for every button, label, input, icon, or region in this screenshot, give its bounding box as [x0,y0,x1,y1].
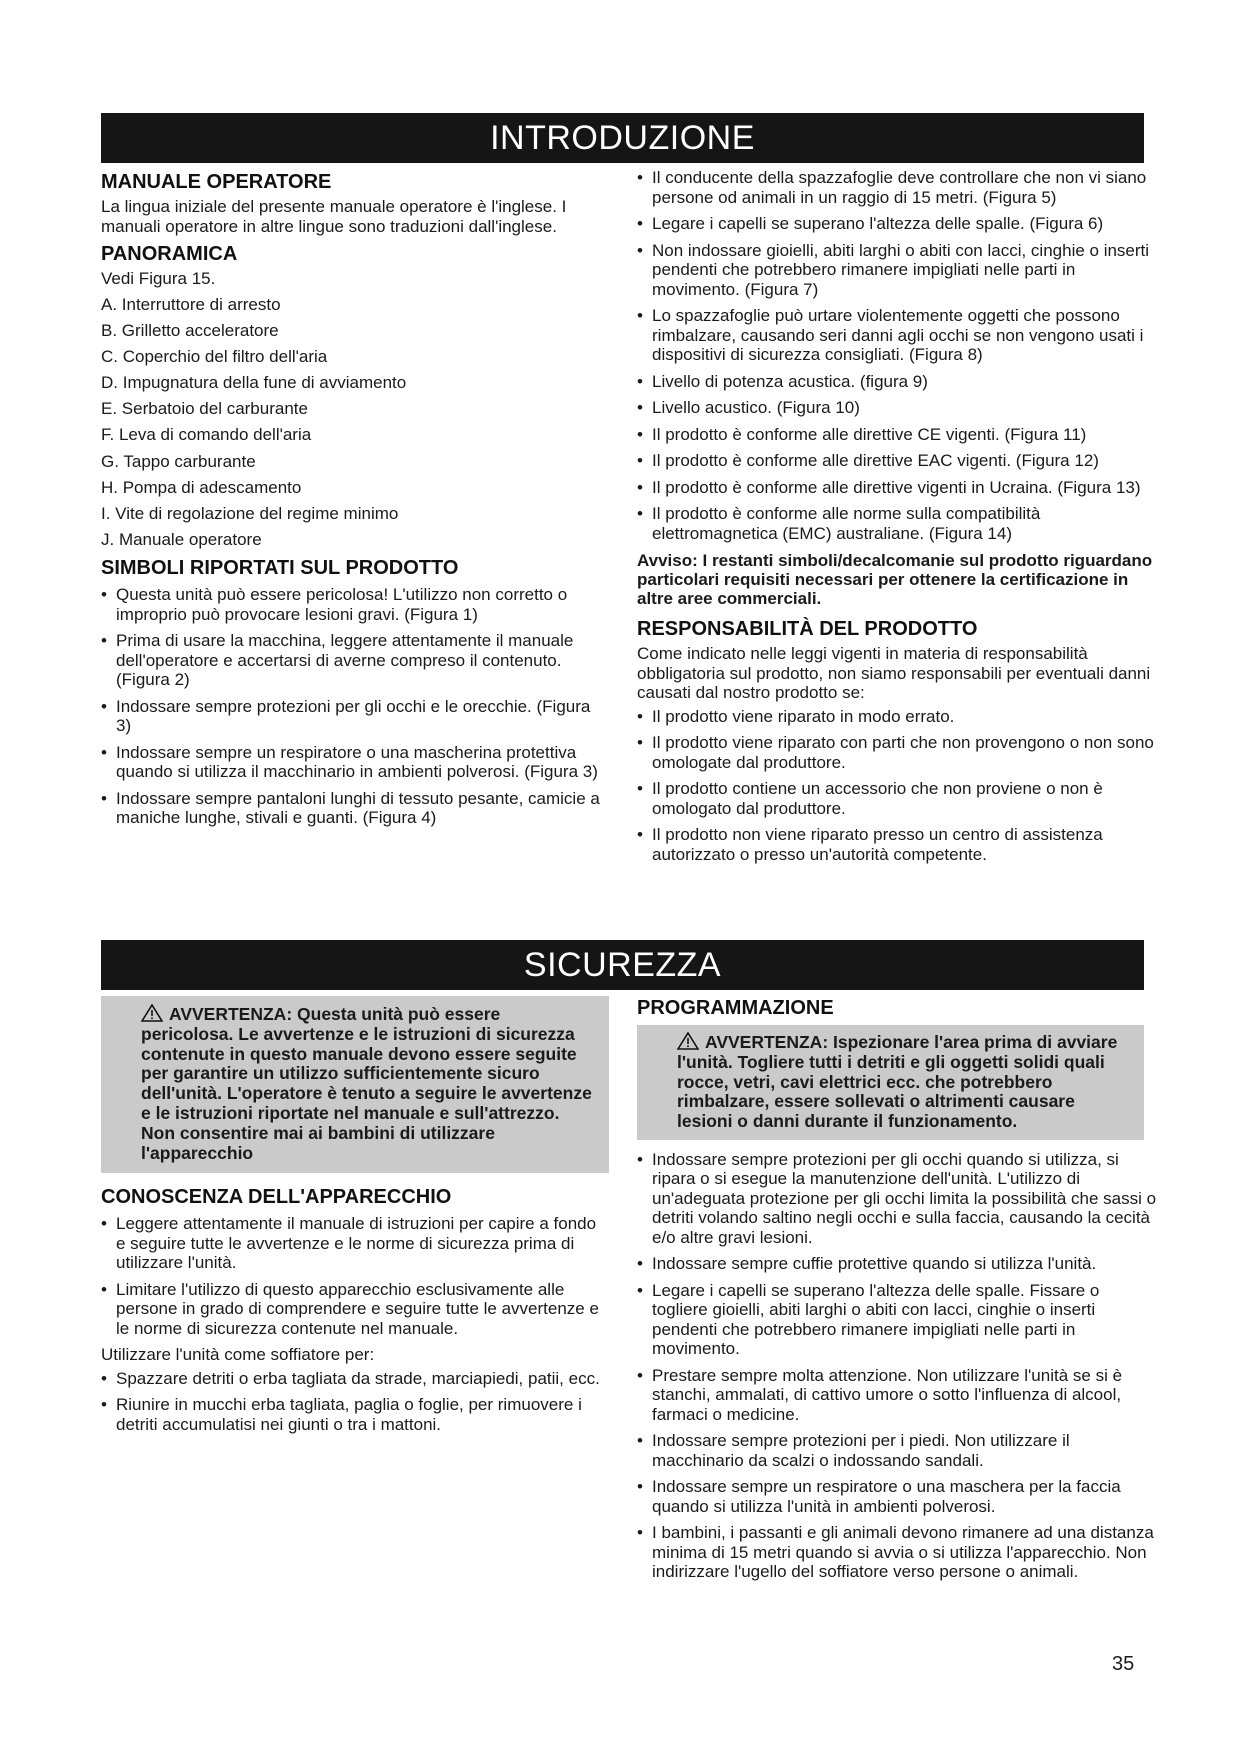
list-item: • Il prodotto contiene un accessorio che non proviene o non è omologato dal produttore. [637,779,1157,818]
list-item: • Il prodotto è conforme alle norme sulla compatibilità elettromagnetica (EMC) australiane. (Figura 14) [637,504,1157,543]
list-item: • Livello acustico. (Figura 10) [637,398,1157,418]
usage-intro: Utilizzare l'unità come soffiatore per: [101,1345,375,1365]
list-item: • Il prodotto è conforme alle direttive CE vigenti. (Figura 11) [637,425,1157,445]
list-item: • Il prodotto è conforme alle direttive EAC vigenti. (Figura 12) [637,451,1157,471]
manuale-heading: MANUALE OPERATORE [101,171,332,193]
list-item: E. Serbatoio del carburante [101,399,308,419]
list-item: • Il prodotto è conforme alle direttive vigenti in Ucraina. (Figura 13) [637,478,1157,498]
list-item: • Il prodotto non viene riparato presso un centro di assistenza autorizzato o presso un'autorità competente. [637,825,1157,864]
list-item: H. Pompa di adescamento [101,477,302,497]
list-item: I. Vite di regolazione del regime minimo [101,504,399,523]
list-item: • Legare i capelli se superano l'altezza delle spalle. Fissare o togliere gioielli, abiti larghi o abiti con lacci, cinghie o inserti pendenti che potrebbero rimanere impigliati nelle parti in movimento. [637,1281,1157,1359]
list-item: • Indossare sempre un respiratore o una mascherina protettiva quando si utilizza il macchinario in ambienti polverosi. (Figura 3) [101,743,609,782]
programmazione-heading: PROGRAMMAZIONE [637,997,834,1019]
intro-banner: INTRODUZIONE [101,113,1144,163]
list-item: C. Coperchio del filtro dell'aria [101,346,328,366]
safety-warning-box [101,996,609,1173]
list-item: • Riunire in mucchi erba tagliata, paglia o foglie, per rimuovere i detriti accumulatisi nei giunti o tra i mattoni. [101,1395,609,1434]
list-item: • I bambini, i passanti e gli animali devono rimanere ad una distanza minima di 15 metri quando si avvia o si utilizza l'apparecchio. Non indirizzare l'ugello del soffiatore verso persone o animali. [637,1523,1157,1582]
list-item: • Indossare sempre protezioni per gli occhi quando si utilizza, si ripara o si esegue la manutenzione dell'unità. L'utilizzo di un'adeguata protezione per gli occhi limita la possibilità che sassi o detriti volando saltino negli occhi e sulla faccia, causando la cecità e/o altre gravi lesioni. [637,1150,1157,1248]
list-item: • Il conducente della spazzafoglie deve controllare che non vi siano persone od animali in un raggio di 15 metri. (Figura 5) [637,168,1157,207]
list-item: B. Grilletto acceleratore [101,320,279,340]
list-item: A. Interruttore di arresto [101,294,281,314]
list-item: • Indossare sempre pantaloni lunghi di tessuto pesante, camicie a maniche lunghe, stivali e guanti. (Figura 4) [101,789,609,828]
panoramica-list [101,295,609,550]
panoramica-heading: PANORAMICA [101,243,238,265]
warning-triangle-icon [677,1032,699,1050]
list-item: F. Leva di comando dell'aria [101,425,312,445]
list-item: • Indossare sempre protezioni per i piedi. Non utilizzare il macchinario da scalzi o indossando sandali. [637,1431,1157,1470]
list-item: • Livello di potenza acustica. (figura 9) [637,372,1157,392]
conoscenza-heading: CONOSCENZA DELL'APPARECCHIO [101,1186,452,1209]
list-item: D. Impugnatura della fune di avviamento [101,373,407,393]
simboli-list-continued [637,168,1157,543]
list-item: • Limitare l'utilizzo di questo apparecchio esclusivamente alle persone in grado di comprendere e seguire tutte le avvertenze e le norme di sicurezza contenute nel manuale. [101,1280,609,1339]
warning-triangle-icon [141,1004,163,1022]
list-item: • Questa unità può essere pericolosa! L'utilizzo non corretto o improprio può provocare lesioni gravi. (Figura 1) [101,585,609,624]
list-item: • Legare i capelli se superano l'altezza delle spalle. (Figura 6) [637,214,1157,234]
safety-right-column [637,996,1157,1589]
list-item: • Indossare sempre cuffie protettive quando si utilizza l'unità. [637,1254,1157,1274]
conoscenza-list [101,1214,609,1338]
programmazione-warning-box [637,1025,1144,1140]
list-item: G. Tappo carburante [101,451,256,471]
list-item: • Prestare sempre molta attenzione. Non utilizzare l'unità se si è stanchi, ammalati, di cattivo umore o sotto l'influenza di alcool, farmaci o medicine. [637,1366,1157,1425]
safety-left-column [101,996,609,1441]
intro-left-column [101,170,609,835]
list-item: • Il prodotto viene riparato in modo errato. [637,707,1157,727]
warning-text: AVVERTENZA: Ispezionare l'area prima di avviare l'unità. Togliere tutti i detriti e gli oggetti solidi quali rocce, vetri, cavi elettrici ecc. che potrebbero rimbalzare, essere sollevati o altrimenti causare lesioni o danni durante il funzionamento. [677,1032,1118,1132]
responsabilita-list [637,707,1157,865]
list-item: • Indossare sempre protezioni per gli occhi e le orecchie. (Figura 3) [101,697,609,736]
list-item: • Il prodotto viene riparato con parti che non provengono o non sono omologate dal produttore. [637,733,1157,772]
list-item: • Indossare sempre un respiratore o una maschera per la faccia quando si utilizza l'unità in ambienti polverosi. [637,1477,1157,1516]
list-item: • Spazzare detriti o erba tagliata da strade, marciapiedi, patii, ecc. [101,1369,609,1389]
programmazione-list [637,1150,1157,1582]
intro-right-column [637,168,1157,871]
simboli-list [101,585,609,828]
page-number: 35 [1112,1653,1135,1675]
list-item: J. Manuale operatore [101,530,262,550]
manuale-text: La lingua iniziale del presente manuale operatore è l'inglese. I manuali operatore in altre lingue sono traduzioni dall'inglese. [101,197,567,236]
list-item: • Leggere attentamente il manuale di istruzioni per capire a fondo e seguire tutte le avvertenze e le norme di sicurezza prima di utilizzare l'unità. [101,1214,609,1273]
panoramica-intro: Vedi Figura 15. [101,269,216,288]
responsabilita-text: Come indicato nelle leggi vigenti in materia di responsabilità obbligatoria sul prodotto, non siamo responsabili per eventuali danni causati dal nostro prodotto se: [637,644,1151,702]
safety-banner: SICUREZZA [101,940,1144,990]
responsabilita-heading: RESPONSABILITÀ DEL PRODOTTO [637,618,978,640]
list-item: • Non indossare gioielli, abiti larghi o abiti con lacci, cinghie o inserti pendenti che potrebbero rimanere impigliati nelle parti in movimento. (Figura 7) [637,241,1157,300]
usage-list [101,1369,609,1435]
list-item: • Lo spazzafoglie può urtare violentemente oggetti che possono rimbalzare, causando seri danni agli occhi se non vengono usati i dispositivi di sicurezza consigliati. (Figura 8) [637,306,1157,365]
list-item: • Prima di usare la macchina, leggere attentamente il manuale dell'operatore e accertarsi di averne compreso il contenuto. (Figura 2) [101,631,609,690]
warning-text: AVVERTENZA: Questa unità può essere pericolosa. Le avvertenze e le istruzioni di sicurezza contenute in questo manuale devono essere seguite per garantire un utilizzo sufficientemente sicuro dell'unità. L'operatore è tenuto a seguire le avvertenze e le istruzioni riportate nel manuale e sull'attrezzo. Non consentire mai ai bambini di utilizzare l'apparecchio [141,1004,592,1163]
simboli-notice: Avviso: I restanti simboli/decalcomanie sul prodotto riguardano particolari requisiti necessari per ottenere la certificazione in altre aree commerciali. [637,551,1153,608]
simboli-heading: SIMBOLI RIPORTATI SUL PRODOTTO [101,557,459,580]
